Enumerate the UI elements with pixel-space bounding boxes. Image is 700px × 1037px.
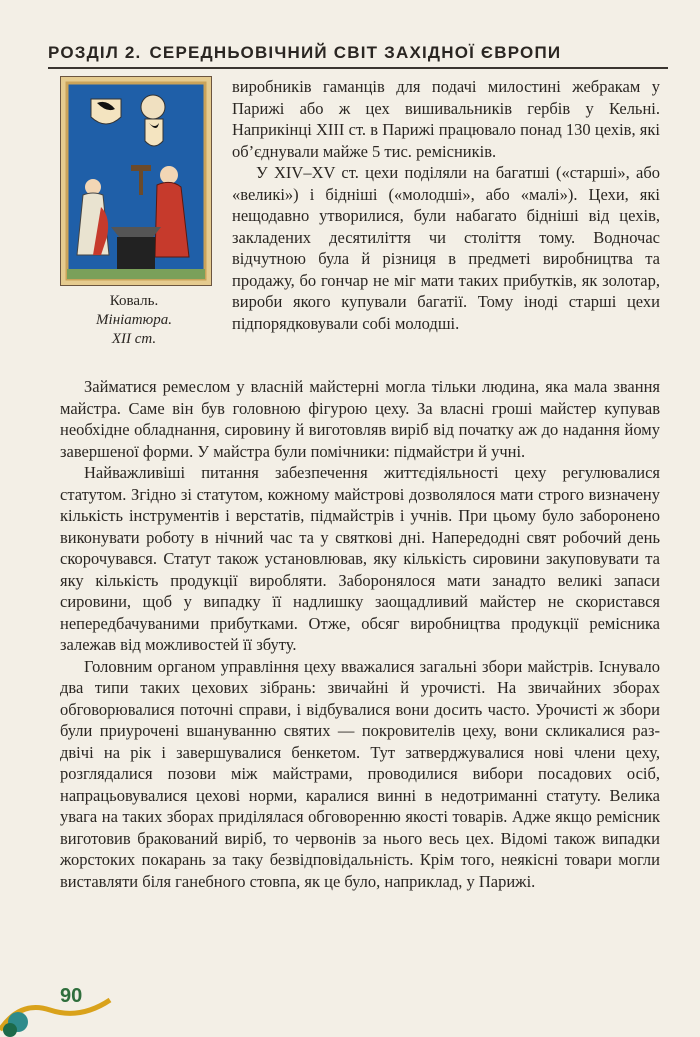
- caption-century: XII ст.: [111, 331, 157, 347]
- caption-type: Мініатюра.: [96, 312, 172, 328]
- blacksmith-miniature-image: [61, 77, 211, 285]
- paragraph: Займатися ремеслом у власній майстерні могла тільки людина, яка мала звання майстра. Саме він був головною фігурою цеху. За власні гроші майстер купував необхідне обладнання, сировину й виготовляв виріб від початку аж до надання йому завершеної форми. У майстра були помічники: підмайстри й учні.: [60, 377, 660, 461]
- right-column-text: [232, 76, 660, 334]
- body-text: [60, 376, 660, 892]
- page-header: [48, 33, 668, 69]
- page-number: 90: [60, 985, 83, 1007]
- section-title: СЕРЕДНЬОВІЧНИЙ СВІТ ЗАХІДНОЇ ЄВРОПИ: [149, 43, 562, 62]
- section-label: РОЗДІЛ 2.: [48, 43, 142, 62]
- paragraph: Головним органом управління цеху вважалися загальні збори майстрів. Існувало два типи таких цехових зібрань: звичайні й урочисті. На звичайних зборах обговорювалися поточні справи, і відбувалися вони досить часто. Урочисті ж збори були приурочені вшануванню святих — покровителів цеху, вони скликалися раз-двічі на рік і завершувалися бенкетом. Тут затверджувалися нові члени цеху, розглядалися позови між майстрами, проводилися вибори посадових осіб, напрацьовувалися цехові норми, каралися винні в недотриманні статуту. Велика увага на таких зборах приділялася обговоренню якості товарів. Адже якщо ремісник виготовив бракований виріб, то червонів за нього весь цех. Відомі також випадки жорстоких покарань за таку безвідповідальність. Крім того, неякісні товари могли виставляти біля ганебного стовпа, як це було, наприклад, у Парижі.: [60, 656, 660, 891]
- paragraph: У XIV–XV ст. цехи поділяли на багатші («старші», або «великі») і бідніші («молодші», або «малі»). Цехи, які нещодавно утворилися, були набагато біднішi від цехів, закладених десятиліття чи століття тому. Водночас відчутною була й різниця в предметі виробництва та продажу, бо гончар не міг мати таких прибутків, як золотар, вироби якого купували багатії. Тому іноді старші цехи підпорядковували собі молодші.: [232, 163, 660, 333]
- figure-caption: [64, 292, 204, 349]
- miniature-illustration: [60, 76, 212, 286]
- caption-title: Коваль.: [109, 293, 159, 309]
- paragraph: Найважливіші питання забезпечення життєдіяльності цеху регулювалися статутом. Згідно зі статутом, кожному майстрові дозволялося мати строго визначену кількість інструментів і верстатів, підмайстрів і учнів. При цьому було заборонено виконувати роботу в нічний час та у святкові дні. Напередодні свят робочий день скорочувався. Статут також установлював, яку кількість сировини закуповувати та яку кількість продукції виробляти. Заборонялося мати занадто великі запаси сировини, щоб у випадку її надлишку заощадливий майстер не скористався непередбачуваними прибутками. Отже, обсяг виробництва продукції ремісника залежав від можливостей її збуту.: [60, 463, 660, 654]
- paragraph: виробників гаманців для подачі милостині жебракам у Парижі або ж цех вишивальників гербів у Кельні. Наприкінці XIII ст. в Парижі працювало понад 130 цехів, які об’єднували майже 5 тис. ремісників.: [232, 77, 660, 161]
